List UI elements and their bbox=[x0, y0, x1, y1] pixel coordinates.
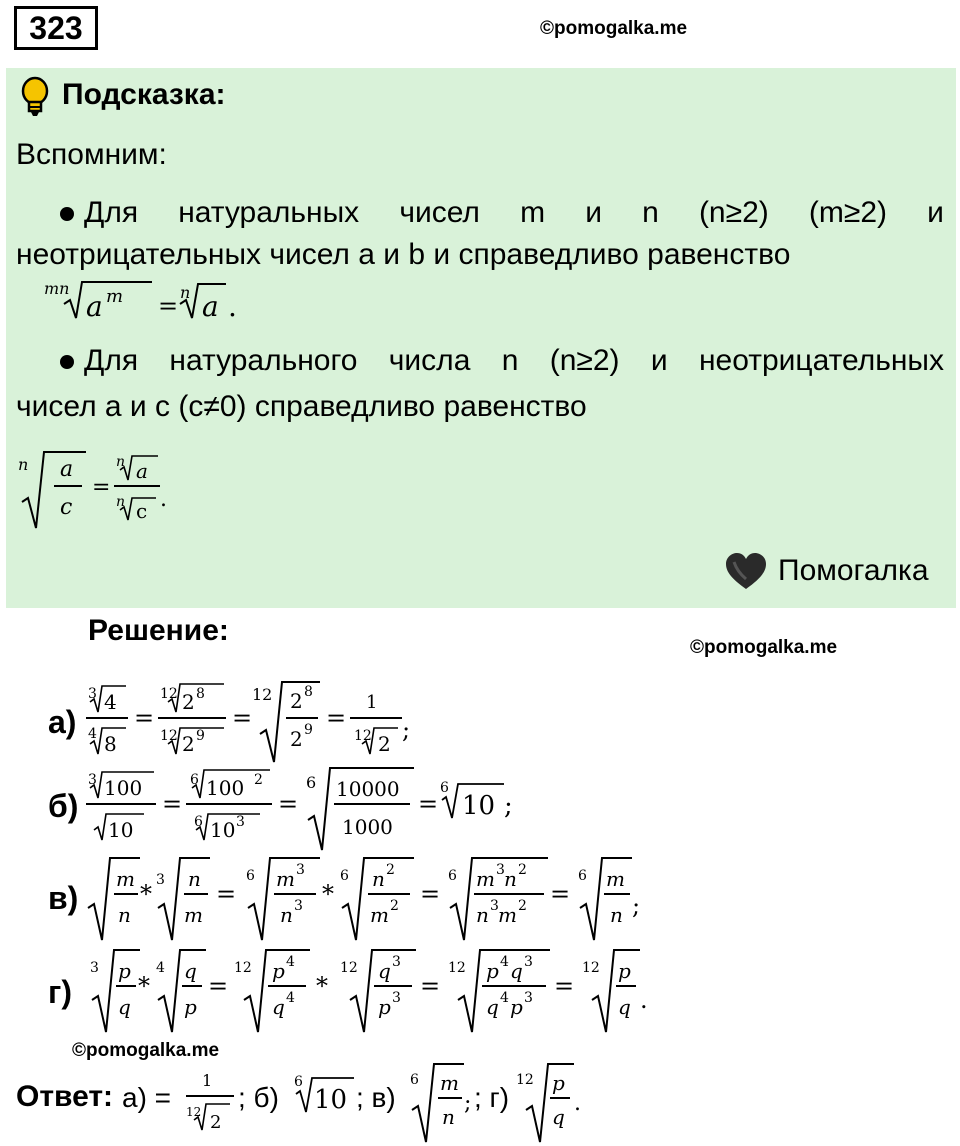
formula-root-reduction bbox=[40, 276, 250, 324]
svg-text:3: 3 bbox=[490, 898, 499, 914]
svg-text:2: 2 bbox=[378, 732, 391, 756]
svg-text:p: p bbox=[510, 995, 523, 1019]
bullet1-line2: неотрицательных чисел a и b и справедливо равенство bbox=[16, 238, 791, 271]
bullet2-line2: чисел a и c (c≠0) справедливо равенство bbox=[16, 390, 587, 423]
svg-text:6: 6 bbox=[246, 868, 255, 884]
bullet-word: (m≥2) bbox=[808, 196, 888, 229]
lightbulb-icon bbox=[18, 76, 52, 118]
svg-text:6: 6 bbox=[194, 814, 203, 830]
svg-text:2: 2 bbox=[386, 862, 395, 878]
solution-b-formula bbox=[84, 762, 524, 854]
svg-text:2: 2 bbox=[210, 1112, 222, 1133]
svg-text:n: n bbox=[180, 283, 191, 302]
svg-text:12: 12 bbox=[186, 1105, 202, 1119]
svg-text:3: 3 bbox=[88, 772, 97, 788]
bullet-word: n bbox=[501, 344, 519, 377]
svg-text:q: q bbox=[486, 995, 499, 1019]
svg-text:3: 3 bbox=[296, 862, 305, 878]
svg-text:3: 3 bbox=[524, 990, 533, 1006]
svg-text:q: q bbox=[510, 959, 523, 983]
svg-text:m: m bbox=[606, 867, 625, 891]
svg-text:p: p bbox=[378, 995, 391, 1019]
bullet2-line1 bbox=[60, 344, 944, 378]
svg-text:p: p bbox=[486, 959, 499, 983]
svg-text:4: 4 bbox=[500, 990, 509, 1006]
svg-text:c: c bbox=[60, 495, 73, 520]
svg-text:a: a bbox=[136, 459, 148, 483]
svg-text:10: 10 bbox=[462, 791, 496, 821]
svg-text:m: m bbox=[106, 286, 124, 307]
svg-text:=: = bbox=[216, 880, 237, 908]
svg-text:n: n bbox=[280, 903, 293, 927]
svg-text:;: ; bbox=[504, 791, 513, 821]
svg-text:=: = bbox=[326, 704, 347, 732]
answer-b-formula bbox=[292, 1070, 358, 1120]
svg-text:=: = bbox=[134, 704, 155, 732]
svg-text:n: n bbox=[18, 455, 29, 474]
svg-text:*: * bbox=[140, 880, 152, 908]
svg-text:3: 3 bbox=[88, 686, 97, 702]
svg-text:12: 12 bbox=[582, 960, 600, 976]
svg-text:m: m bbox=[370, 903, 389, 927]
svg-text:.: . bbox=[574, 1091, 581, 1116]
svg-text:m: m bbox=[276, 867, 295, 891]
svg-text:q: q bbox=[118, 995, 131, 1019]
svg-text:8: 8 bbox=[304, 684, 313, 700]
solution-title: Решение: bbox=[88, 614, 229, 647]
svg-text:m: m bbox=[476, 867, 495, 891]
svg-text:=: = bbox=[208, 972, 229, 1000]
svg-text:;: ; bbox=[464, 1091, 472, 1116]
svg-text:*: * bbox=[316, 972, 328, 1000]
svg-text:=: = bbox=[92, 475, 111, 500]
solution-d-formula bbox=[84, 944, 674, 1036]
svg-text:10: 10 bbox=[210, 818, 236, 842]
answer-line bbox=[16, 1080, 113, 1114]
svg-text:n: n bbox=[116, 454, 126, 470]
svg-text:=: = bbox=[420, 880, 441, 908]
formula-root-quotient bbox=[16, 446, 176, 532]
answer-c-formula bbox=[408, 1060, 478, 1146]
bullet-word: неотрицательных bbox=[698, 344, 944, 377]
answer-a-formula bbox=[182, 1066, 238, 1140]
bullet-word: натурального bbox=[169, 344, 358, 377]
svg-text:p: p bbox=[184, 995, 197, 1019]
svg-text:=: = bbox=[554, 972, 575, 1000]
svg-text:3: 3 bbox=[524, 954, 533, 970]
svg-text:1000: 1000 bbox=[342, 815, 393, 839]
svg-text:=: = bbox=[420, 972, 441, 1000]
svg-text:q: q bbox=[618, 995, 631, 1019]
svg-text:12: 12 bbox=[234, 960, 252, 976]
svg-text:m: m bbox=[440, 1071, 459, 1095]
svg-text:p: p bbox=[552, 1071, 565, 1095]
svg-text:c: c bbox=[136, 499, 148, 523]
bullet-word: (n≥2) bbox=[549, 344, 620, 377]
svg-text:4: 4 bbox=[286, 954, 295, 970]
svg-text:1: 1 bbox=[202, 1071, 213, 1090]
svg-text:.: . bbox=[228, 290, 237, 323]
item-label-b: б) bbox=[48, 788, 79, 824]
svg-text:q: q bbox=[272, 995, 285, 1019]
svg-text:*: * bbox=[322, 880, 334, 908]
svg-text:mn: mn bbox=[44, 279, 70, 298]
task-number: 323 bbox=[14, 6, 98, 50]
svg-text:3: 3 bbox=[90, 960, 99, 976]
svg-text:3: 3 bbox=[236, 814, 245, 830]
svg-text:=: = bbox=[418, 790, 439, 818]
svg-text:6: 6 bbox=[440, 780, 449, 796]
svg-text:3: 3 bbox=[156, 872, 165, 888]
svg-text:p: p bbox=[618, 959, 631, 983]
watermark: ©pomogalka.me bbox=[540, 18, 688, 39]
svg-text:4: 4 bbox=[104, 690, 117, 714]
svg-text:;: ; bbox=[402, 716, 411, 744]
svg-text:n: n bbox=[116, 494, 126, 510]
svg-text:.: . bbox=[160, 487, 167, 512]
svg-text:=: = bbox=[232, 704, 253, 732]
svg-text:1: 1 bbox=[366, 692, 378, 713]
bullet-word: (n≥2) bbox=[698, 196, 769, 229]
svg-text:6: 6 bbox=[306, 773, 317, 792]
svg-text:12: 12 bbox=[160, 686, 178, 702]
svg-text:4: 4 bbox=[88, 726, 97, 742]
item-label-a: а) bbox=[48, 704, 77, 740]
answer-b: ; б) bbox=[238, 1082, 279, 1113]
svg-text:p: p bbox=[118, 959, 131, 983]
svg-text:n: n bbox=[504, 867, 517, 891]
svg-text:a: a bbox=[60, 457, 74, 482]
svg-text:6: 6 bbox=[294, 1074, 303, 1090]
svg-text:2: 2 bbox=[518, 862, 527, 878]
bullet-word: чисел bbox=[399, 196, 480, 229]
svg-text:m: m bbox=[498, 903, 517, 927]
svg-text:*: * bbox=[138, 972, 150, 1000]
item-label-d: г) bbox=[48, 974, 72, 1010]
svg-text:2: 2 bbox=[390, 898, 399, 914]
svg-text:p: p bbox=[272, 959, 285, 983]
svg-text:n: n bbox=[118, 903, 131, 927]
bullet-icon bbox=[60, 355, 74, 369]
heart-icon bbox=[724, 552, 768, 592]
svg-text:6: 6 bbox=[340, 868, 349, 884]
svg-text:2: 2 bbox=[254, 772, 263, 788]
watermark: ©pomogalka.me bbox=[72, 1040, 220, 1061]
bullet-word: n bbox=[642, 196, 659, 229]
svg-text:;: ; bbox=[632, 892, 641, 920]
svg-text:12: 12 bbox=[516, 1072, 534, 1088]
svg-text:2: 2 bbox=[182, 732, 195, 756]
svg-text:10: 10 bbox=[314, 1085, 348, 1115]
bullet-word: и bbox=[927, 196, 944, 229]
svg-text:3: 3 bbox=[294, 898, 303, 914]
bullet-word: натуральных bbox=[178, 196, 360, 229]
svg-text:6: 6 bbox=[410, 1072, 419, 1088]
answer-d-formula bbox=[514, 1060, 594, 1146]
svg-text:n: n bbox=[610, 903, 623, 927]
svg-text:8: 8 bbox=[104, 732, 117, 756]
svg-text:100: 100 bbox=[104, 776, 143, 800]
svg-text:.: . bbox=[640, 986, 648, 1014]
svg-text:12: 12 bbox=[354, 728, 372, 744]
svg-text:6: 6 bbox=[578, 868, 587, 884]
brand-name: Помогалка bbox=[778, 554, 929, 587]
svg-text:9: 9 bbox=[196, 728, 205, 744]
answer-a: а) = bbox=[122, 1082, 172, 1113]
svg-text:q: q bbox=[378, 959, 391, 983]
recall-text: Вспомним: bbox=[16, 138, 167, 171]
svg-text:4: 4 bbox=[286, 990, 295, 1006]
watermark: ©pomogalka.me bbox=[690, 637, 838, 658]
svg-text:q: q bbox=[184, 959, 197, 983]
svg-text:6: 6 bbox=[448, 868, 457, 884]
svg-text:a: a bbox=[202, 290, 219, 323]
svg-text:n: n bbox=[188, 867, 201, 891]
svg-text:4: 4 bbox=[156, 960, 165, 976]
svg-text:m: m bbox=[184, 903, 203, 927]
svg-text:n: n bbox=[372, 867, 385, 891]
bullet1-line1 bbox=[60, 196, 944, 230]
svg-text:100: 100 bbox=[206, 776, 245, 800]
hint-title: Подсказка: bbox=[62, 78, 226, 111]
svg-text:12: 12 bbox=[340, 960, 358, 976]
svg-text:n: n bbox=[442, 1105, 455, 1129]
bullet-word: Для bbox=[60, 344, 138, 378]
svg-text:9: 9 bbox=[304, 722, 313, 738]
bullet-icon bbox=[60, 207, 74, 221]
svg-text:10: 10 bbox=[108, 818, 134, 842]
svg-text:6: 6 bbox=[190, 772, 199, 788]
svg-text:12: 12 bbox=[252, 685, 273, 704]
svg-text:3: 3 bbox=[496, 862, 505, 878]
bullet-word: и bbox=[650, 344, 668, 377]
svg-text:4: 4 bbox=[500, 954, 509, 970]
svg-text:=: = bbox=[550, 880, 571, 908]
answer-label: Ответ: bbox=[16, 1080, 114, 1113]
svg-text:m: m bbox=[116, 867, 135, 891]
item-label-c: в) bbox=[48, 880, 79, 916]
svg-text:12: 12 bbox=[160, 728, 178, 744]
svg-text:3: 3 bbox=[392, 990, 401, 1006]
answer-c: ; в) bbox=[356, 1082, 396, 1113]
svg-text:q: q bbox=[552, 1105, 565, 1129]
answer-d: ; г) bbox=[474, 1082, 510, 1113]
bullet-word: и bbox=[585, 196, 602, 229]
svg-text:2: 2 bbox=[290, 727, 303, 751]
svg-text:3: 3 bbox=[392, 954, 401, 970]
bullet-word: Для bbox=[60, 196, 138, 230]
svg-text:a: a bbox=[86, 290, 103, 323]
bullet-word: числа bbox=[388, 344, 471, 377]
svg-text:n: n bbox=[476, 903, 489, 927]
svg-text:2: 2 bbox=[518, 898, 527, 914]
solution-a-formula bbox=[84, 676, 424, 766]
svg-text:=: = bbox=[278, 790, 299, 818]
svg-text:2: 2 bbox=[290, 689, 303, 713]
bullet-word: m bbox=[520, 196, 546, 229]
svg-text:=: = bbox=[162, 790, 183, 818]
svg-text:12: 12 bbox=[448, 960, 466, 976]
svg-text:2: 2 bbox=[182, 690, 195, 714]
svg-text:10000: 10000 bbox=[336, 777, 400, 801]
solution-c-formula bbox=[84, 852, 654, 944]
svg-text:8: 8 bbox=[196, 686, 205, 702]
svg-text:=: = bbox=[158, 292, 179, 320]
